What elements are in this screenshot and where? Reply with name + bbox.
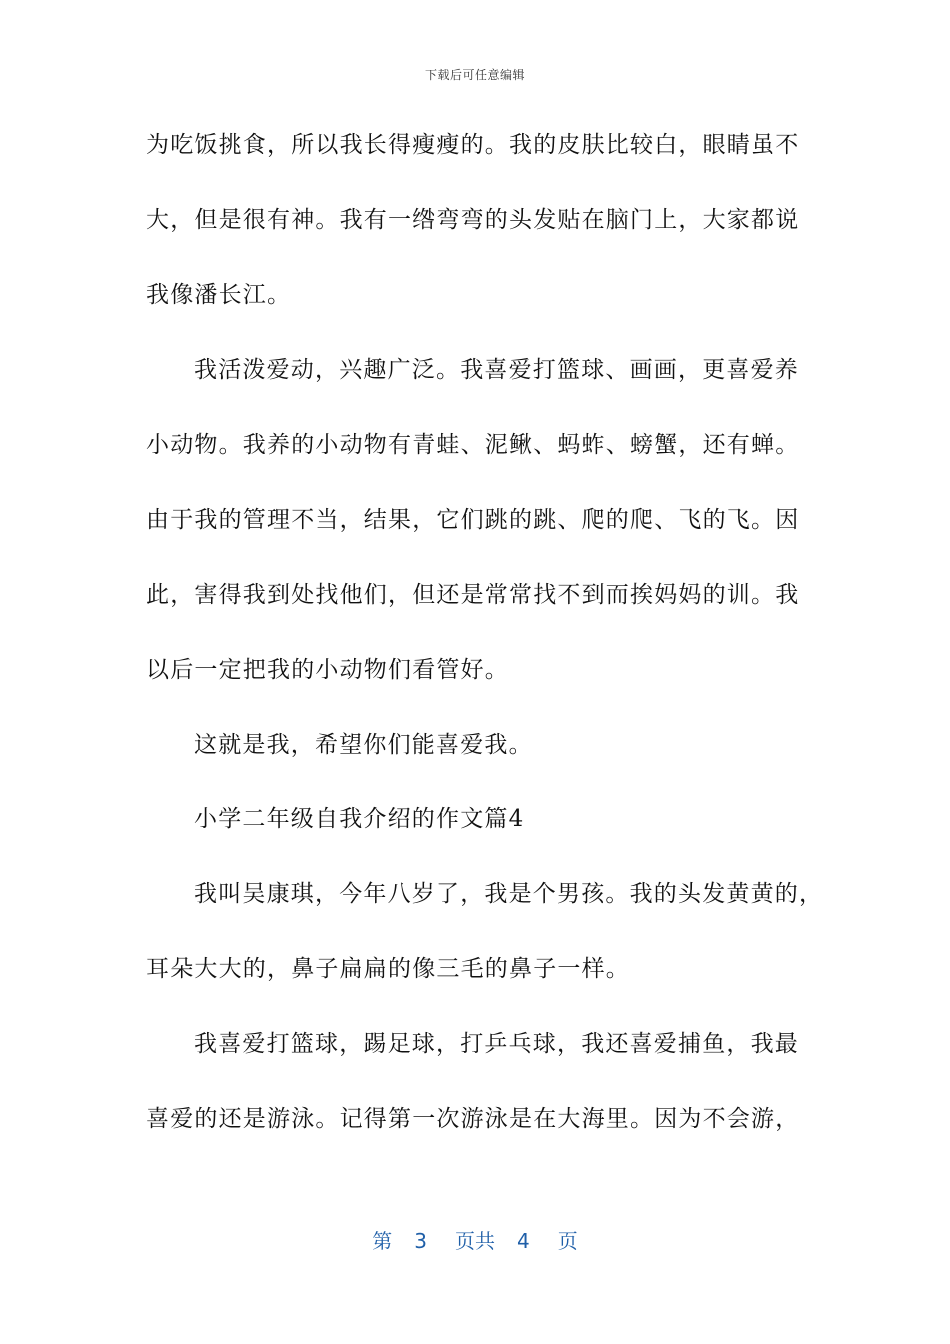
footer-suffix: 页 (557, 1229, 578, 1253)
page-footer (0, 1225, 950, 1254)
paragraph-start-line: 这就是我，希望你们能喜爱我。 (194, 732, 533, 758)
section-heading: 小学二年级自我介绍的作文篇4 (194, 806, 525, 832)
text-line: 以后一定把我的小动物们看管好。 (146, 657, 509, 683)
text-line: 我像潘长江。 (146, 282, 292, 308)
footer-middle: 页共 (455, 1229, 495, 1253)
total-pages-number: 4 (517, 1229, 530, 1253)
text-line: 小动物。我养的小动物有青蛙、泥鳅、蚂蚱、螃蟹，还有蝉。 (146, 432, 800, 458)
text-line: 耳朵大大的，鼻子扁扁的像三毛的鼻子一样。 (146, 956, 630, 982)
paragraph-start-line: 我叫吴康琪，今年八岁了，我是个男孩。我的头发黄黄的， (194, 881, 824, 907)
text-line: 喜爱的还是游泳。记得第一次游泳是在大海里。因为不会游， (146, 1106, 800, 1132)
text-line: 大，但是很有神。我有一绺弯弯的头发贴在脑门上，大家都说 (146, 207, 800, 233)
text-line: 此，害得我到处找他们，但还是常常找不到而挨妈妈的训。我 (146, 582, 800, 608)
paragraph-start-line: 我活泼爱动，兴趣广泛。我喜爱打篮球、画画，更喜爱养 (194, 357, 799, 383)
text-line: 为吃饭挑食，所以我长得瘦瘦的。我的皮肤比较白，眼睛虽不 (146, 132, 800, 158)
paragraph-start-line: 我喜爱打篮球，踢足球，打乒乓球，我还喜爱捕鱼，我最 (194, 1031, 799, 1057)
footer-prefix: 第 (372, 1229, 393, 1253)
text-line: 由于我的管理不当，结果，它们跳的跳、爬的爬、飞的飞。因 (146, 507, 800, 533)
header-note: 下载后可任意编辑 (424, 68, 525, 82)
current-page-number: 3 (414, 1229, 427, 1253)
